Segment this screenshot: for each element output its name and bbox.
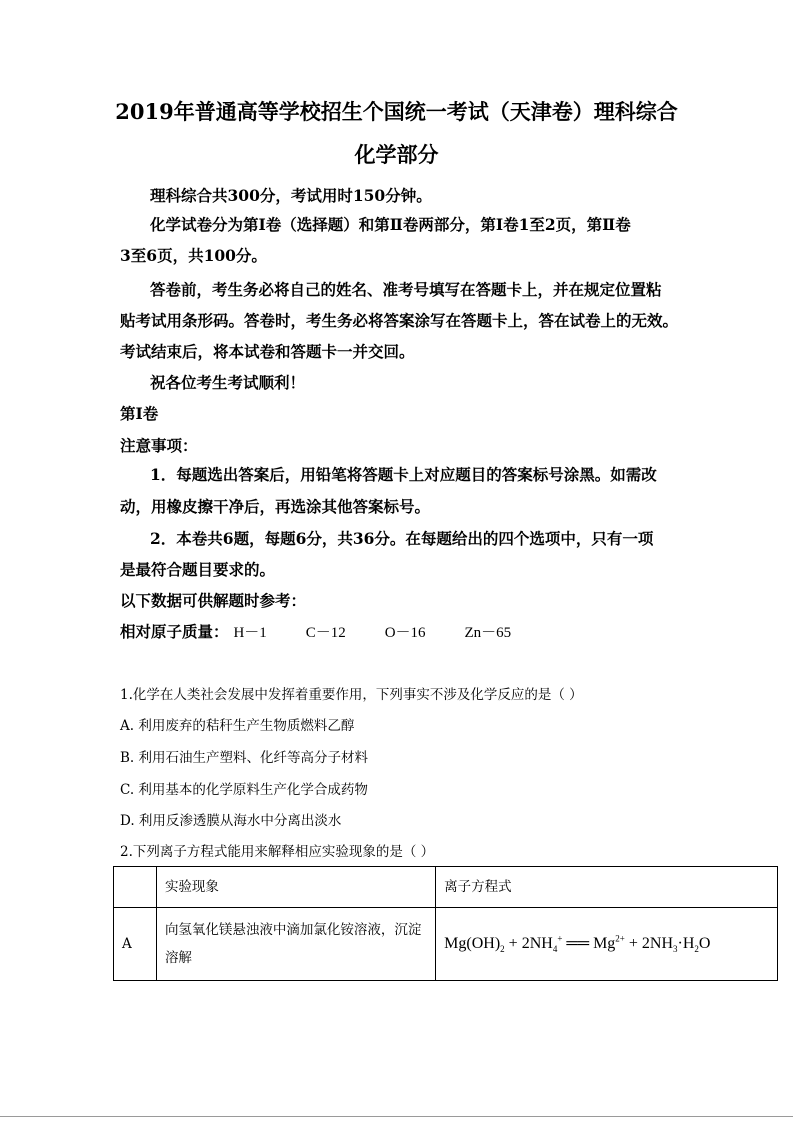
intro-paragraph-3-line-1: 答卷前，考生务必将自己的姓名、准考号填写在答题卡上，并在规定位置粘: [150, 280, 662, 299]
note-2-line-1: 2．本卷共6题，每题6分，共36分。在每题给出的四个选项中，只有一项: [150, 529, 654, 548]
section-title: 第Ⅰ卷: [120, 404, 159, 423]
page-subtitle: 化学部分: [354, 142, 439, 167]
row-phenomenon: 向氢氧化镁悬浊液中滴加氯化铵溶液，沉淀溶解: [156, 908, 435, 981]
question-1-option-c: C. 利用基本的化学原料生产化学合成药物: [120, 782, 368, 798]
intro-paragraph-2-line-1: 化学试卷分为第Ⅰ卷（选择题）和第Ⅱ卷两部分，第Ⅰ卷1至2页，第Ⅱ卷: [150, 215, 631, 234]
notes-title: 注意事项：: [120, 436, 198, 455]
mass-o: O－16: [384, 625, 426, 641]
question-1-option-b: B. 利用石油生产塑料、化纤等高分子材料: [120, 750, 369, 766]
masses-label: 相对原子质量：: [120, 622, 229, 641]
intro-paragraph-3-line-3: 考试结束后，将本试卷和答题卡一并交回。: [120, 342, 415, 361]
question-2-table: [113, 866, 778, 981]
question-1-option-a: A. 利用废弃的秸秆生产生物质燃料乙醇: [120, 718, 355, 734]
note-1-line-2: 动，用橡皮擦干净后，再选涂其他答案标号。: [120, 497, 431, 516]
row-label: A: [114, 908, 157, 981]
intro-paragraph-4: 祝各位考生考试顺利！: [150, 373, 306, 392]
mass-zn: Zn－65: [464, 625, 512, 641]
table-header-row: [114, 867, 778, 908]
note-1-line-1: 1．每题选出答案后，用铅笔将答题卡上对应题目的答案标号涂黑。如需改: [150, 465, 657, 484]
row-equation: [436, 908, 778, 981]
header-cell-equation: 离子方程式: [436, 867, 778, 908]
question-1-option-d: D. 利用反渗透膜从海水中分离出淡水: [120, 813, 342, 829]
atomic-masses: [120, 620, 545, 642]
question-2-stem: 2.下列离子方程式能用来解释相应实验现象的是（ ）: [120, 844, 435, 860]
table-row: [114, 908, 778, 981]
page-bottom-divider: [0, 1116, 793, 1117]
intro-paragraph-1: 理科综合共300分，考试用时150分钟。: [150, 186, 432, 205]
ionic-equation: $Mg(OH)_2 + 2NH_4^+$ ══ $Mg^{2+} + 2NH_3\cdot H_2O$: [444, 933, 711, 955]
question-1-stem: 1.化学在人类社会发展中发挥着重要作用，下列事实不涉及化学反应的是（ ）: [120, 687, 583, 703]
intro-paragraph-3-line-2: 贴考试用条形码。答卷时，考生务必将答案涂写在答题卡上，答在试卷上的无效。: [120, 311, 679, 330]
note-2-line-2: 是最符合题目要求的。: [120, 560, 276, 579]
mass-h: H－1: [233, 625, 267, 641]
header-cell-empty: [114, 867, 157, 908]
header-cell-phenomenon: 实验现象: [156, 867, 435, 908]
mass-c: C－12: [305, 625, 346, 641]
data-reference: 以下数据可供解题时参考：: [120, 591, 307, 610]
intro-paragraph-2-line-2: 3至6页，共100分。: [120, 246, 267, 265]
page-title: 2019年普通高等学校招生个国统一考试（天津卷）理科综合: [115, 99, 678, 124]
